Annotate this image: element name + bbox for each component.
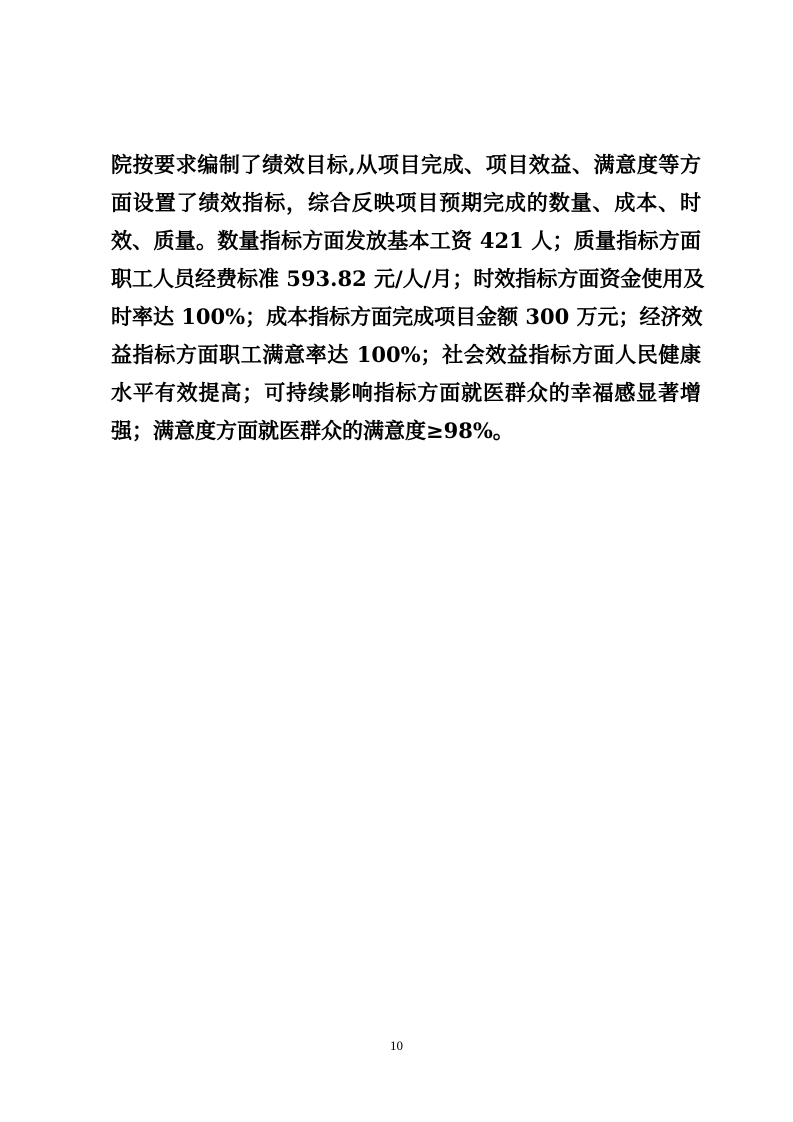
- page-number: 10: [390, 1038, 403, 1053]
- paragraph-line-6: 益指标方面职工满意率达 100%；社会效益指标方面人民健康: [111, 342, 701, 367]
- paragraph-line-5: 时率达 100%；成本指标方面完成项目金额 300 万元；经济效: [111, 304, 703, 329]
- paragraph-line-8: 强；满意度方面就医群众的满意度≥98%。: [111, 418, 514, 443]
- paragraph-line-1: 院按要求编制了绩效目标,从项目完成、项目效益、满意度等方: [111, 152, 701, 177]
- body-paragraph: [111, 146, 705, 450]
- paragraph-line-7: 水平有效提高；可持续影响指标方面就医群众的幸福感显著增: [111, 380, 701, 405]
- paragraph-line-3: 效、质量。数量指标方面发放基本工资 421 人；质量指标方面: [111, 228, 701, 253]
- paragraph-line-4: 职工人员经费标准 593.82 元/人/月；时效指标方面资金使用及: [111, 266, 705, 291]
- paragraph-line-2: 面设置了绩效指标，综合反映项目预期完成的数量、成本、时: [111, 190, 701, 215]
